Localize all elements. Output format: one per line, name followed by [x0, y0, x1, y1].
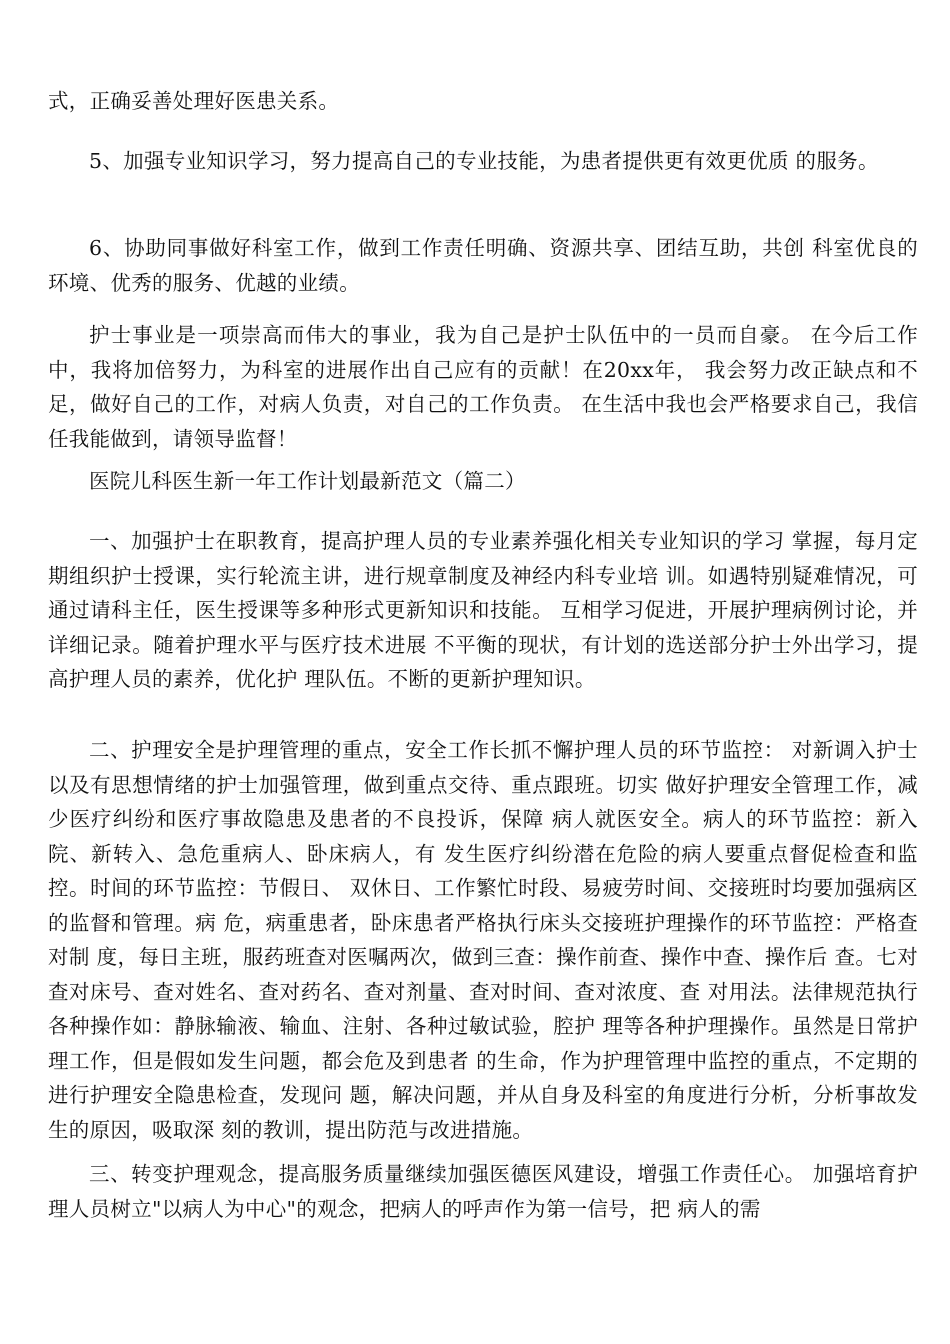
- paragraph-item-6: 6、协助同事做好科室工作，做到工作责任明确、资源共享、团结互助，共创 科室优良的环境、优秀的服务、优越的业绩。: [48, 236, 918, 295]
- paragraph-section-two: 二、护理安全是护理管理的重点，安全工作长抓不懈护理人员的环节监控： 对新调入护士以及有思想情绪的护士加强管理，做到重点交待、重点跟班。切实 做好护理安全管理工作，减少医疗纠纷和医疗事故隐患及患者的不良投诉，保障 病人就医安全。病人的环节监控：新入院、新转入、急危重病人、卧床病人，有 发生医疗纠纷潜在危险的病人要重点督促检查和监控。时间的环节监控：节假日、 双休日、工作繁忙时段、易疲劳时间、交接班时均要加强病区的监督和管理。病 危，病重患者，卧床患者严格执行床头交接班护理操作的环节监控：严格查对制 度，每日主班，服药班查对医嘱两次，做到三查：操作前查、操作中查、操作后 查。七对查对床号、查对姓名、查对药名、查对剂量、查对时间、查对浓度、查 对用法。法律规范执行各种操作如：静脉输液、输血、注射、各种过敏试验，腔护 理等各种护理操作。虽然是日常护理工作，但是假如发生问题，都会危及到患者 的生命，作为护理管理中监控的重点，不定期的进行护理安全隐患检查，发现问 题，解决问题，并从自身及科室的角度进行分析，分析事故发生的原因，吸取深 刻的教训，提出防范与改进措施。: [48, 738, 918, 1142]
- paragraph-closing: 护士事业是一项崇高而伟大的事业，我为自己是护士队伍中的一员而自豪。 在今后工作中，我将加倍努力，为科室的进展作出自己应有的贡献！在20xx年， 我会努力改正缺点和不足，做好自己的工作，对病人负责，对自己的工作负责。 在生活中我也会严格要求自己，我信任我能做到，请领导监督！: [48, 323, 918, 451]
- paragraph-section-one: 一、加强护士在职教育，提高护理人员的专业素养强化相关专业知识的学习 掌握，每月定期组织护士授课，实行轮流主讲，进行规章制度及神经内科专业培 训。如遇特别疑难情况，可通过请科主任，医生授课等多种形式更新知识和技能。 互相学习促进，开展护理病例讨论，并详细记录。随着护理水平与医疗技术进展 不平衡的现状，有计划的选送部分护士外出学习，提高护理人员的素养，优化护 理队伍。不断的更新护理知识。: [48, 529, 918, 691]
- paragraph-item-5: 5、加强专业知识学习，努力提高自己的专业技能，为患者提供更有效更优质 的服务。: [89, 149, 879, 173]
- paragraph-continuation: 式，正确妥善处理好医患关系。: [48, 89, 340, 113]
- paragraph-section-three: 三、转变护理观念，提高服务质量继续加强医德医风建设，增强工作责任心。 加强培育护理人员树立"以病人为中心"的观念，把病人的呼声作为第一信号，把 病人的需: [48, 1162, 918, 1221]
- section-title: 医院儿科医生新一年工作计划最新范文（篇二）: [89, 469, 526, 493]
